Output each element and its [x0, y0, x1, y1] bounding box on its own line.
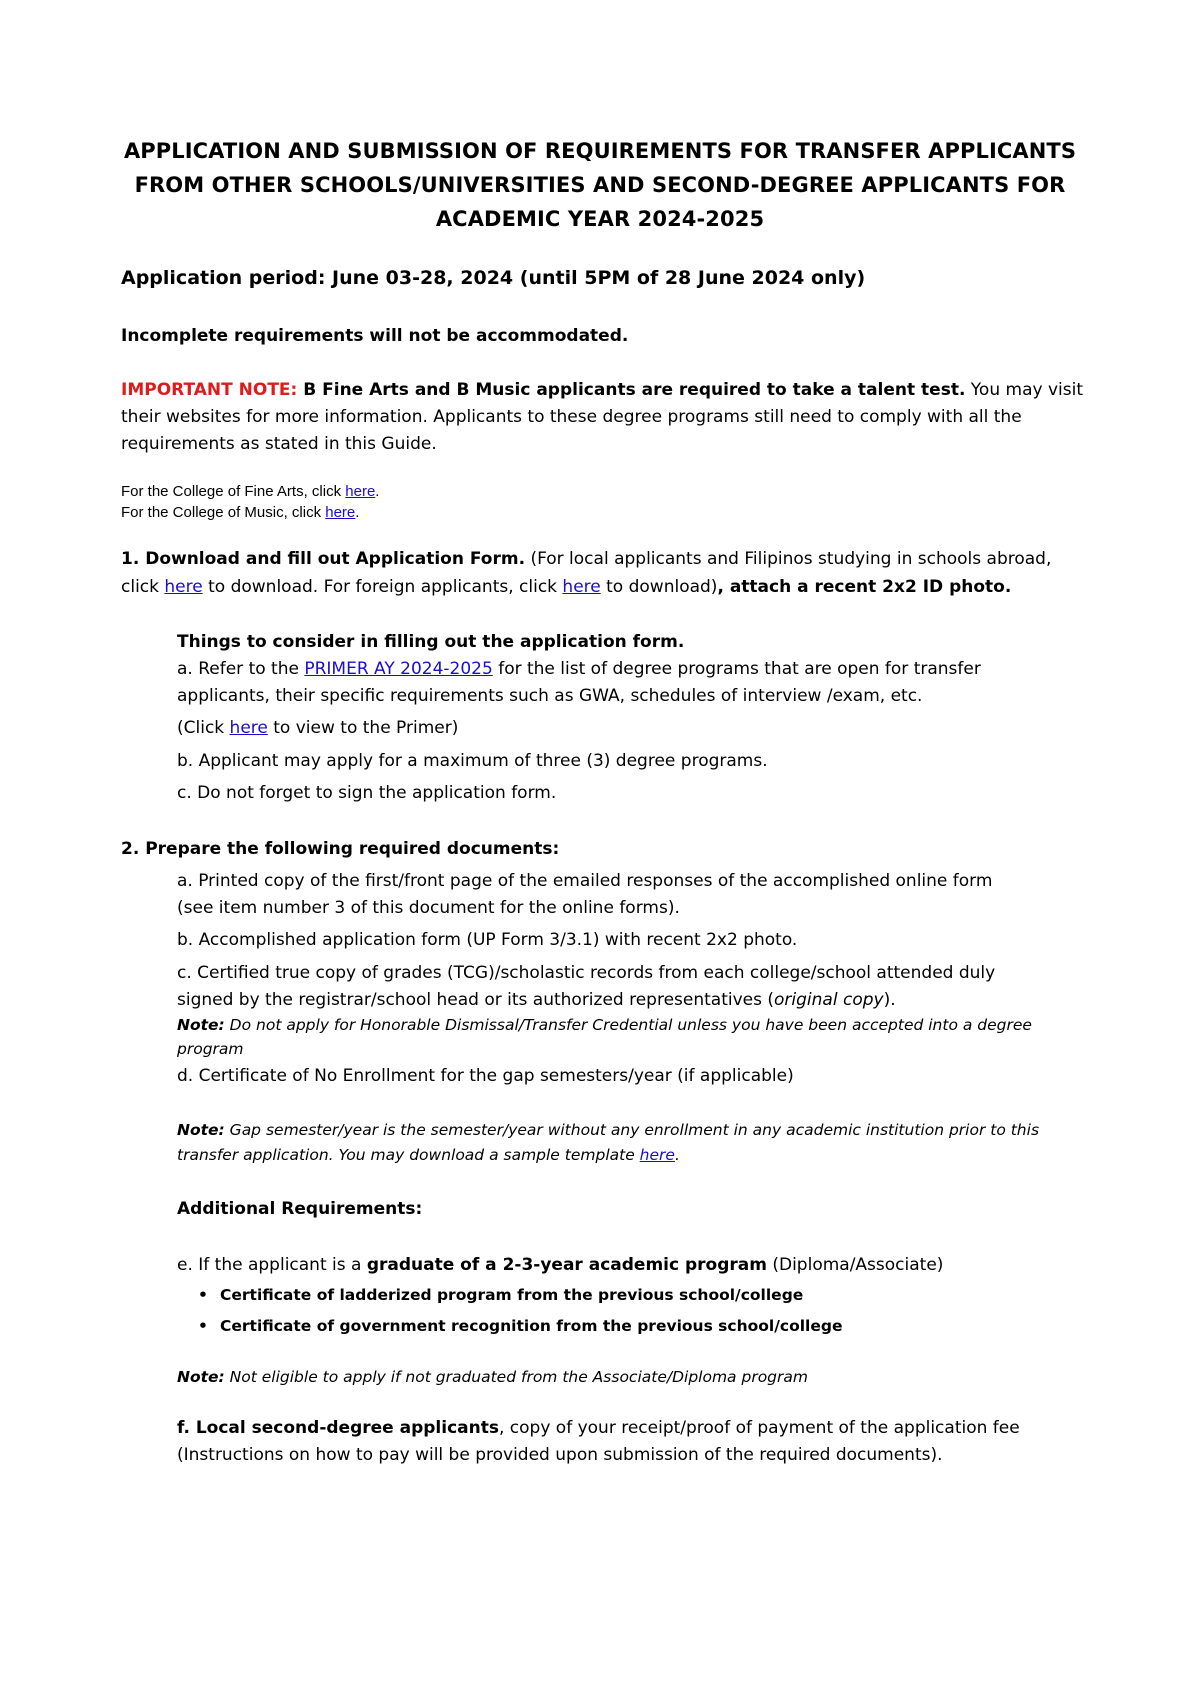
- title-line-2: FROM OTHER SCHOOLS/UNIVERSITIES AND SECOND-DEGREE APPLICANTS FOR: [134, 173, 1066, 197]
- step2-c-line-2: signed by the registrar/school head or its authorized representatives (original copy).: [177, 990, 896, 1010]
- bullet-icon: •: [198, 1317, 208, 1335]
- foreign-form-here-link[interactable]: here: [562, 577, 601, 597]
- step2-b: b. Accomplished application form (UP Form 3/3.1) with recent 2x2 photo.: [177, 930, 798, 950]
- additional-f-line-1: f. Local second-degree applicants, copy of your receipt/proof of payment of the application fee: [177, 1418, 1020, 1438]
- gap-note-line-2: transfer application. You may download a sample template here.: [177, 1146, 680, 1164]
- consider-a-line-2: applicants, their specific requirements such as GWA, schedules of interview /exam, etc.: [177, 686, 923, 706]
- step1-line-1: 1. Download and fill out Application Form. (For local applicants and Filipinos studying in schools abroad,: [121, 549, 1052, 569]
- step2-note-line-1: Note: Do not apply for Honorable Dismissal/Transfer Credential unless you have been accepted into a degree: [177, 1016, 1032, 1034]
- step2-c-line-1: c. Certified true copy of grades (TCG)/scholastic records from each college/school attended duly: [177, 963, 996, 983]
- bullet-item-2: • Certificate of government recognition from the previous school/college: [198, 1317, 843, 1335]
- step2-a-line-2: (see item number 3 of this document for the online forms).: [177, 898, 680, 918]
- incomplete-warning: Incomplete requirements will not be accommodated.: [121, 326, 629, 346]
- step2-a-line-1: a. Printed copy of the first/front page of the emailed responses of the accomplished online form: [177, 871, 993, 891]
- important-note-line-2: their websites for more information. Applicants to these degree programs still need to comply with all the: [121, 407, 1022, 427]
- step2-d: d. Certificate of No Enrollment for the gap semesters/year (if applicable): [177, 1066, 794, 1086]
- additional-title: Additional Requirements:: [177, 1199, 423, 1219]
- step2-title: 2. Prepare the following required documents:: [121, 839, 560, 859]
- important-note-line-1: IMPORTANT NOTE: B Fine Arts and B Music applicants are required to take a talent test. You may visit: [121, 380, 1083, 400]
- consider-a-line-1: a. Refer to the PRIMER AY 2024-2025 for the list of degree programs that are open for transfer: [177, 659, 981, 679]
- step2-note-line-2: program: [177, 1040, 244, 1058]
- additional-e: e. If the applicant is a graduate of a 2-3-year academic program (Diploma/Associate): [177, 1255, 944, 1275]
- title-line-1: APPLICATION AND SUBMISSION OF REQUIREMENTS FOR TRANSFER APPLICANTS: [123, 139, 1077, 163]
- important-note-label: IMPORTANT NOTE:: [121, 380, 298, 400]
- important-note-line-3: requirements as stated in this Guide.: [121, 434, 437, 454]
- template-here-link[interactable]: here: [639, 1146, 675, 1164]
- fine-arts-link-line: For the College of Fine Arts, click here.: [121, 483, 380, 500]
- title-line-3: ACADEMIC YEAR 2024-2025: [435, 207, 765, 231]
- additional-f-line-2: (Instructions on how to pay will be provided upon submission of the required documents).: [177, 1445, 943, 1465]
- primer-link[interactable]: PRIMER AY 2024-2025: [304, 659, 493, 679]
- bullet-icon: •: [198, 1286, 208, 1304]
- step1-line-2: click here to download. For foreign applicants, click here to download), attach a recent 2x2 ID photo.: [121, 577, 1012, 597]
- music-link-line: For the College of Music, click here.: [121, 504, 360, 521]
- primer-here-link[interactable]: here: [229, 718, 268, 738]
- music-here-link[interactable]: here: [325, 504, 356, 521]
- primer-view-line: (Click here to view to the Primer): [177, 718, 459, 738]
- consider-b: b. Applicant may apply for a maximum of three (3) degree programs.: [177, 751, 768, 771]
- application-period: Application period: June 03-28, 2024 (until 5PM of 28 June 2024 only): [121, 267, 866, 289]
- bullet-item-1: • Certificate of ladderized program from the previous school/college: [198, 1286, 804, 1304]
- document-title: [80, 134, 1120, 236]
- gap-note-line-1: Note: Gap semester/year is the semester/year without any enrollment in any academic institution prior to this: [177, 1121, 1040, 1139]
- fine-arts-here-link[interactable]: here: [345, 483, 376, 500]
- local-form-here-link[interactable]: here: [164, 577, 203, 597]
- consider-c: c. Do not forget to sign the application form.: [177, 783, 557, 803]
- additional-note: Note: Not eligible to apply if not graduated from the Associate/Diploma program: [177, 1368, 808, 1386]
- consider-title: Things to consider in filling out the application form.: [177, 632, 685, 652]
